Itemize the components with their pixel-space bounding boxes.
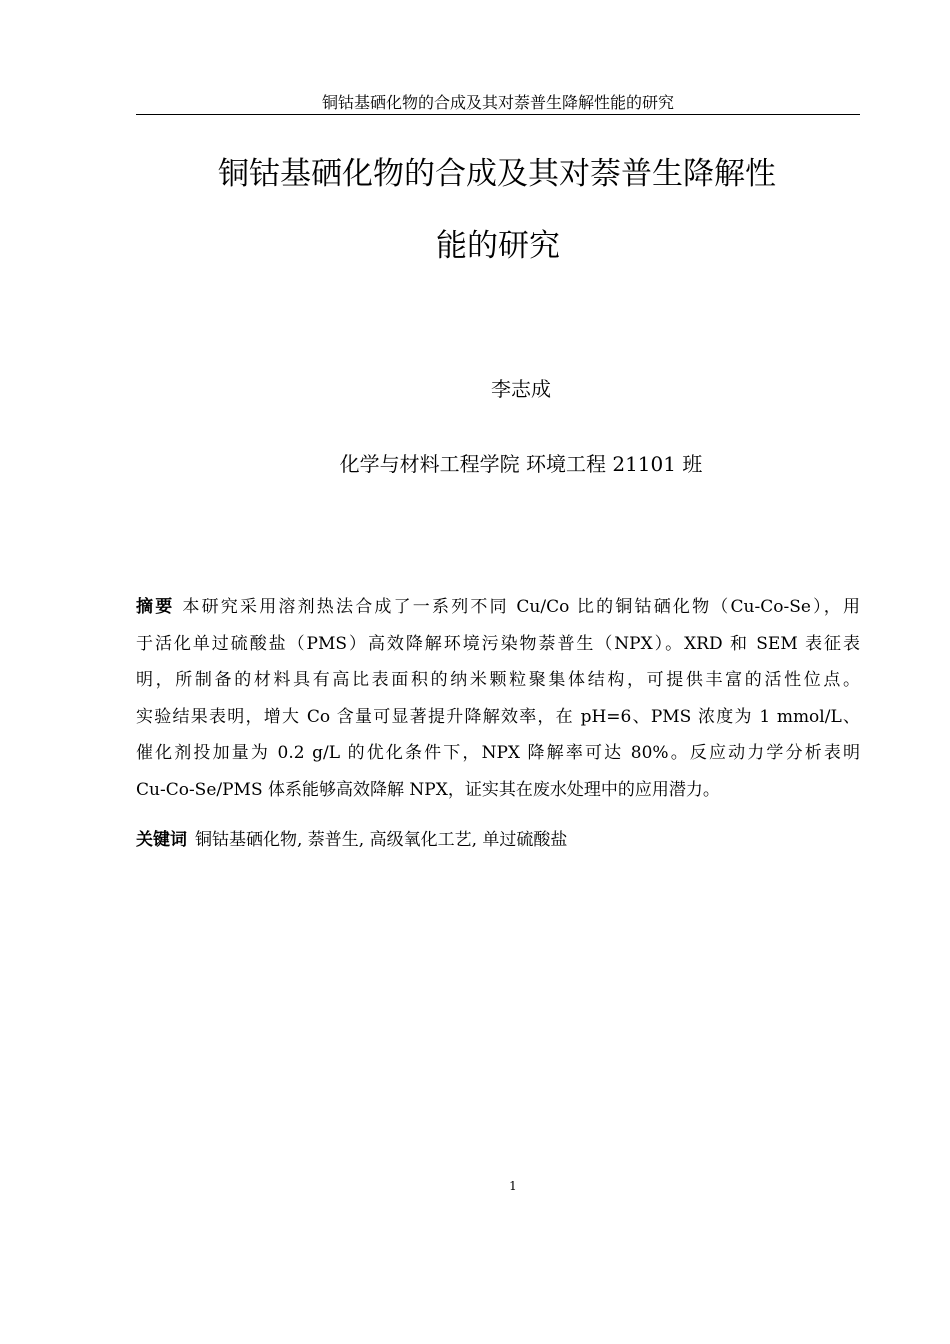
author-affiliation: 化学与材料工程学院 环境工程 21101 班 (339, 452, 703, 476)
page-number: 1 (509, 1179, 517, 1193)
keywords-label: 关键词 (136, 830, 187, 850)
abstract-line: 催化剂投加量为 0.2 g/L 的优化条件下，NPX 降解率可达 80%。反应动力学分析表明 (136, 743, 860, 764)
abstract-label: 摘要 (136, 597, 175, 617)
paper-title (136, 138, 860, 282)
running-header: 铜钴基硒化物的合成及其对萘普生降解性能的研究 (136, 92, 860, 115)
abstract (136, 589, 860, 809)
paper-title-line-1: 铜钴基硒化物的合成及其对萘普生降解性 (218, 156, 776, 192)
abstract-line (136, 589, 860, 626)
keywords (136, 824, 860, 856)
keywords-text: 铜钴基硒化物, 萘普生, 高级氧化工艺, 单过硫酸盐 (195, 830, 568, 850)
abstract-line-text: 本研究采用溶剂热法合成了一系列不同 Cu/Co 比的铜钴硒化物（Cu-Co-Se），用 (182, 597, 860, 617)
paper-title-line-2: 能的研究 (436, 228, 560, 264)
author-name: 李志成 (491, 377, 551, 401)
abstract-line: 实验结果表明，增大 Co 含量可显著提升降解效率，在 pH=6、PMS 浓度为 1 mmol/L、 (136, 706, 860, 727)
abstract-line: 于活化单过硫酸盐（PMS）高效降解环境污染物萘普生（NPX）。XRD 和 SEM 表征表 (136, 633, 860, 654)
abstract-line: 明，所制备的材料具有高比表面积的纳米颗粒聚集体结构，可提供丰富的活性位点。 (136, 670, 860, 691)
abstract-line: Cu-Co-Se/PMS 体系能够高效降解 NPX，证实其在废水处理中的应用潜力。 (136, 779, 720, 800)
